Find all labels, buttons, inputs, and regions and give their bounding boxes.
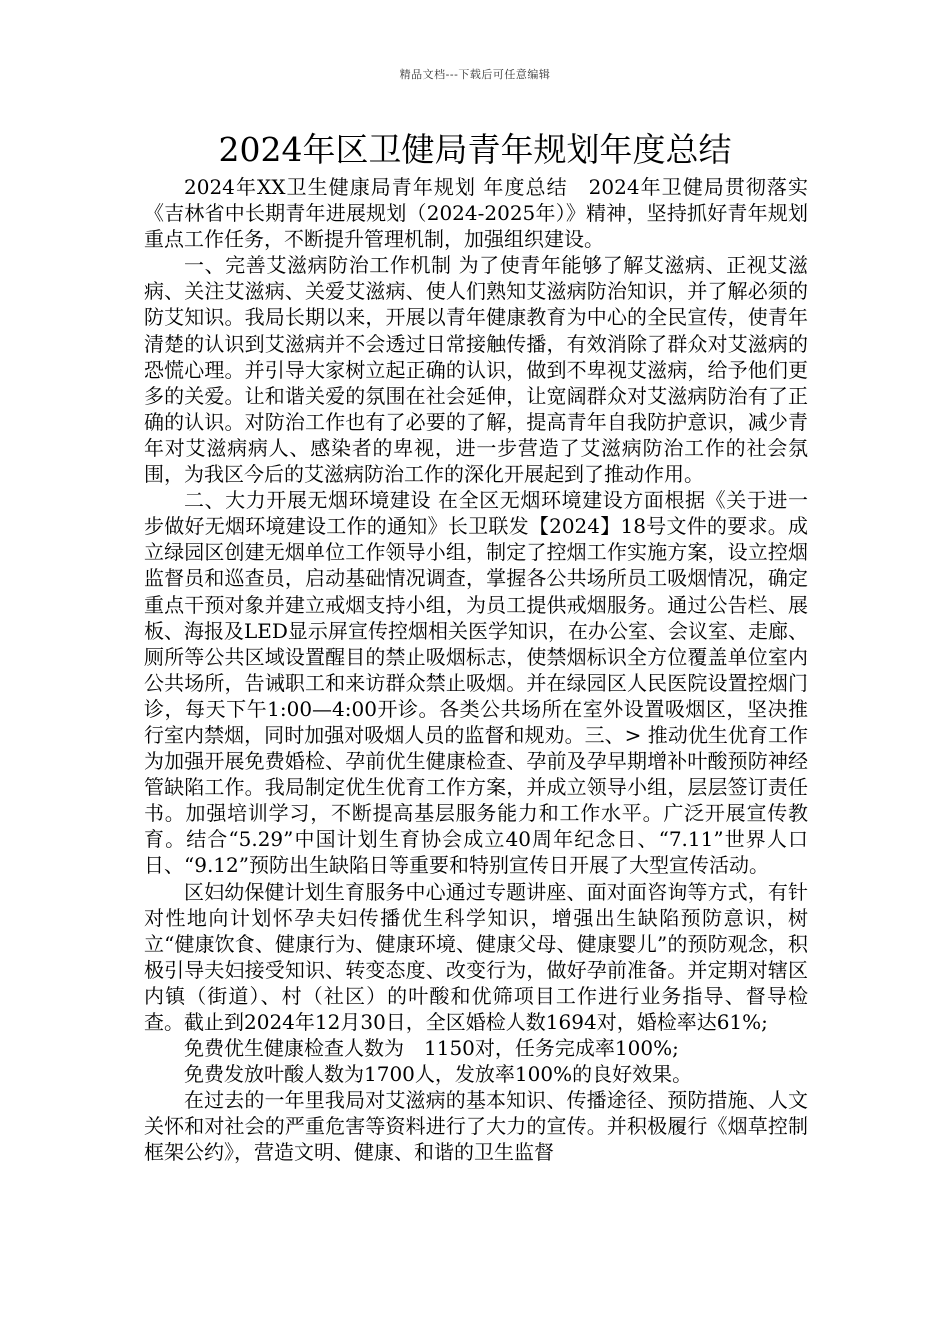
paragraph-intro: 2024年XX卫生健康局青年规划 年度总结 2024年卫健局贯彻落实《吉林省中长期青年进展规划（2024-2025年）》精神，坚持抓好青年规划重点工作任务，不断提升管理机制，加强组织建设。 bbox=[144, 175, 808, 252]
paragraph-smoke-free: 二、大力开展无烟环境建设 在全区无烟环境建设方面根据《关于进一步做好无烟环境建设工作的通知》长卫联发【2024】18号文件的要求。成立绿园区创建无烟单位工作领导小组，制定了控烟工作实施方案，设立控烟监督员和巡查员，启动基础情况调查，掌握各公共场所员工吸烟情况，确定重点干预对象并建立戒烟支持小组，为员工提供戒烟服务。通过公告栏、展板、海报及LED显示屏宣传控烟相关医学知识，在办公室、会议室、走廊、厕所等公共区域设置醒目的禁止吸烟标志，使禁烟标识全方位覆盖单位室内公共场所，告诫职工和来访群众禁止吸烟。并在绿园区人民医院设置控烟门诊，每天下午1:00—4:00开诊。各类公共场所在室外设置吸烟区，坚决推行室内禁烟，同时加强对吸烟人员的监督和规劝。三、> 推动优生优育工作 为加强开展免费婚检、孕前优生健康检查、孕前及孕早期增补叶酸预防神经管缺陷工作。我局制定优生优育工作方案，并成立领导小组，层层签订责任书。加强培训学习，不断提高基层服务能力和工作水平。广泛开展宣传教育。结合“5.29”中国计划生育协会成立40周年纪念日、“7.11”世界人口日、“9.12”预防出生缺陷日等重要和特别宣传日开展了大型宣传活动。 bbox=[144, 488, 808, 878]
document-title: 2024年区卫健局青年规划年度总结 bbox=[218, 130, 732, 169]
paragraph-maternal-health: 区妇幼保健计划生育服务中心通过专题讲座、面对面咨询等方式，有针对性地向计划怀孕夫妇传播优生科学知识，增强出生缺陷预防意识，树立“健康饮食、健康行为、健康环境、健康父母、健康婴儿”的预防观念，积极引导夫妇接受知识、转变态度、改变行为，做好孕前准备。并定期对辖区内镇（街道）、村（社区）的叶酸和优筛项目工作进行业务指导、督导检查。截止到2024年12月30日，全区婚检人数1694对，婚检率达61%; bbox=[144, 879, 808, 1034]
paragraph-review: 在过去的一年里我局对艾滋病的基本知识、传播途径、预防措施、人文关怀和对社会的严重危害等资料进行了大力的宣传。并积极履行《烟草控制框架公约》，营造文明、健康、和谐的卫生监督 bbox=[144, 1088, 808, 1165]
paragraph-health-check: 免费优生健康检查人数为 1150对，任务完成率100%; bbox=[184, 1036, 679, 1061]
paragraph-aids-prevention: 一、完善艾滋病防治工作机制 为了使青年能够了解艾滋病、正视艾滋病、关注艾滋病、关爱艾滋病、使人们熟知艾滋病防治知识，并了解必须的防艾知识。我局长期以来，开展以青年健康教育为中心的全民宣传，使青年清楚的认识到艾滋病并不会透过日常接触传播，有效消除了群众对艾滋病的恐慌心理。并引导大家树立起正确的认识，做到不卑视艾滋病，给予他们更多的关爱。让和谐关爱的氛围在社会延伸，让宽阔群众对艾滋病防治有了正确的认识。对防治工作也有了必要的了解，提高青年自我防护意识，减少青年对艾滋病病人、感染者的卑视，进一步营造了艾滋病防治工作的社会氛围，为我区今后的艾滋病防治工作的深化开展起到了推动作用。 bbox=[144, 253, 808, 487]
page-header-note: 精品文档---下载后可任意编辑 bbox=[399, 68, 551, 81]
paragraph-folic-acid: 免费发放叶酸人数为1700人，发放率100%的良好效果。 bbox=[184, 1062, 693, 1087]
document-body bbox=[144, 174, 808, 1166]
